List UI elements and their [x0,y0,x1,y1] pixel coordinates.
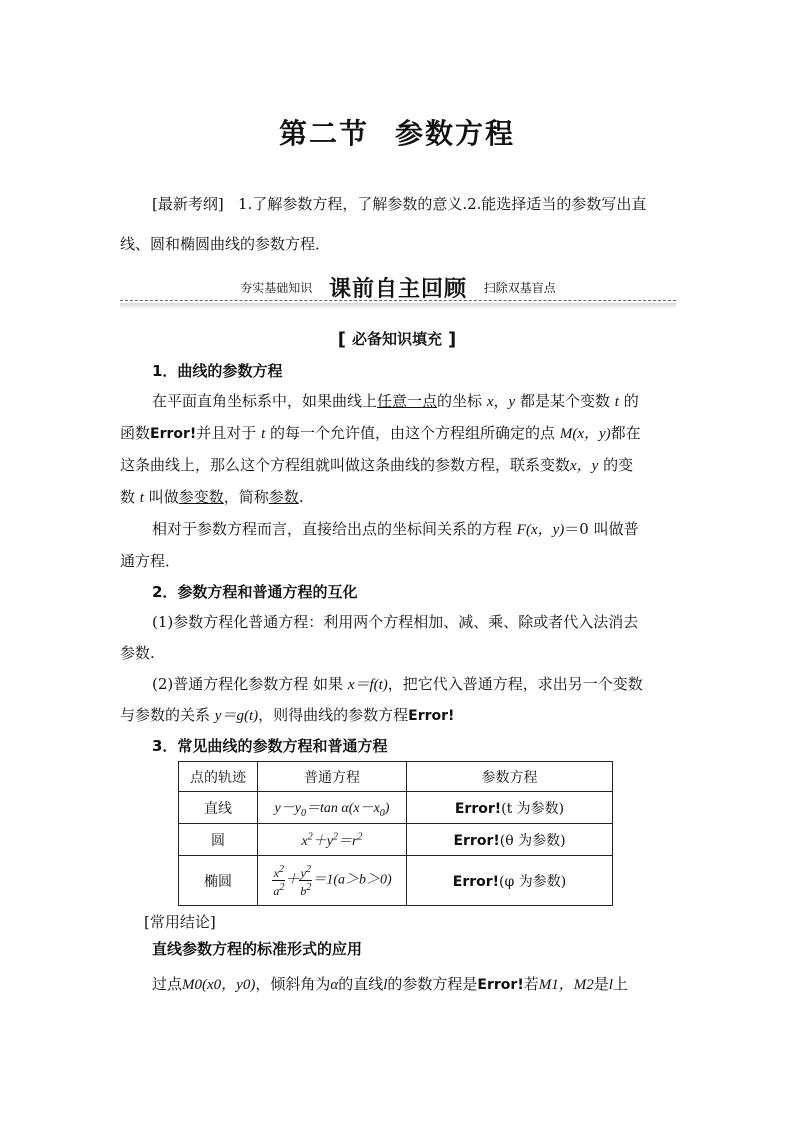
s1-p4a: 数 [120,488,136,506]
section-banner [120,270,676,310]
table-cell-param [407,792,613,824]
table-header-cell: 点的轨迹 [179,762,258,792]
s1-p2a: 函数 [120,424,151,442]
banner-left: 夯实基础知识 [240,281,313,295]
intro-tag: [最新考纲] [152,195,224,213]
s1-var-t-2: t [261,426,266,442]
c-line-l-2: l [608,977,613,993]
banner-center: 课前自主回顾 [328,277,467,302]
s1-line-3 [120,453,676,478]
s2-p3b: ，把它代入普通方程，求出另一个变数 [387,675,643,693]
s2-line-4 [120,703,676,728]
left-bracket-icon: [ [337,329,346,350]
s1-p3b: 的变 [603,456,634,474]
s1-line-5 [152,517,708,542]
s1-p4c: ，简称 [223,488,269,506]
s1-function-f: F(x，y) [516,522,565,538]
c-p1e: 若 [523,975,539,993]
s1-p1a: 在平面直角坐标系中，如果曲线上 [152,392,378,410]
s1-line-4 [120,485,676,510]
intro-text-1: 1.了解参数方程，了解参数的意义.2.能选择适当的参数写出直 [238,195,647,213]
s2-line-2: 参数. [120,644,155,662]
c-points-m1-m2: M1，M2 [538,977,594,993]
right-bracket-icon: ] [448,329,457,350]
table-cell-eq-line: $y-y_0=\tan$ $\alpha(x-x_0)$ [258,792,407,824]
s3-heading: 3．常见曲线的参数方程和普通方程 [152,737,388,755]
s1-heading: 1．曲线的参数方程 [152,362,283,380]
title-part2: 参数方程 [395,117,516,150]
banner-right: 扫除双基盲点 [483,281,556,295]
s1-p4b: 叫做 [148,488,179,506]
conclusion-tag: [常用结论] [144,913,216,931]
banner-divider [120,300,676,301]
table-error-text: Error! [452,873,500,890]
table-cell-name: 椭圆 [179,856,258,906]
s1-p2c: 的每一个允许值，由这个方程组所确定的点 [270,424,556,442]
table-header-cell: 参数方程 [407,762,613,792]
s2-p3a: (2)普通方程化参数方程 如果 [152,675,344,693]
s2-eq-y: y＝g(t) [214,708,259,724]
table-cell-name: 直线 [179,792,258,824]
c-alpha: α [330,977,339,993]
s1-point-m: M [559,426,573,442]
s1-var-x: x [486,394,494,410]
table-cell-param [407,856,613,906]
table-param-note: (θ 为参数) [499,832,566,849]
s1-var-t-3: t [139,490,144,506]
table-cell-param [407,824,613,856]
title-part1: 第二节 [278,117,369,150]
c-p1c: 的直线 [338,975,384,993]
s2-p4a: 与参数的关系 [120,706,211,724]
s1-point-coords: (x，y) [572,426,611,442]
c-p1d: 的参数方程是 [387,975,478,993]
table-cell-eq-circle: $x^2+y^2=r^2$ [258,824,407,856]
s1-p2b: 并且对于 [196,424,257,442]
knowledge-heading-text: 必备知识填充 [351,330,442,348]
s2-eq-x: x＝f(t) [347,677,388,693]
s1-p3a: 这条曲线上，那么这个方程组就叫做这条曲线的参数方程，联系变数 [120,456,571,474]
s1-p1b: 的坐标 [437,392,483,410]
table-row [179,856,613,906]
s1-p1d: 的 [623,392,639,410]
s1-p5a: 相对于参数方程而言，直接给出点的坐标间关系的方程 [152,520,513,538]
curve-equation-table [178,761,613,906]
s1-line-6: 通方程． [120,552,181,570]
c-p1g: 上 [612,975,628,993]
table-error-text: Error! [454,800,502,817]
s1-underline-any-point: 任意一点 [377,392,438,410]
s1-line-1 [152,389,708,414]
table-cell-eq-ellipse: $\frac{x^2}{a^2}$ ＋ $\frac{y^2}{b^2}$ ＝1(a＞b＞0) [258,856,407,906]
page-title [0,112,794,152]
c-p1b: ，倾斜角为 [255,975,331,993]
s2-error-text: Error! [408,708,455,724]
s2-line-3 [152,672,708,697]
s1-p4d: . [298,488,304,506]
c-line-l: l [383,977,388,993]
s1-var-t: t [614,394,619,410]
s1-underline-param: 参数 [268,488,299,506]
table-error-text: Error! [453,832,500,849]
s1-error-text: Error! [150,426,197,442]
knowledge-heading [0,328,794,350]
table-param-note: (t 为参数) [501,800,565,817]
c-p1a: 过点 [152,975,183,993]
banner-shade [120,303,676,309]
s2-line-1: (1)参数方程化普通方程：利用两个方程相加、减、乘、除或者代入法消去 [152,613,639,631]
s1-vars-xy: x，y [570,458,599,474]
c-point-m0: M0(x0，y0) [182,977,256,993]
c-p1f: 是 [593,975,609,993]
s1-p5b: ＝0 叫做普 [564,520,639,538]
intro-line-1 [152,192,708,216]
intro-text-2: 线、圆和椭圆曲线的参数方程． [120,235,331,253]
s1-line-2 [120,421,676,446]
s1-p2d: 都在 [610,424,641,442]
s1-p1c: 都是某个变数 [519,392,610,410]
s2-heading: 2．参数方程和普通方程的互化 [152,583,358,601]
table-row [179,824,613,856]
s1-underline-param-var: 参变数 [178,488,224,506]
table-header-cell: 普通方程 [258,762,407,792]
table-param-note: (φ 为参数) [499,873,567,890]
conclusion-line-1 [152,972,708,997]
table-header-row [179,762,613,792]
s1-comma: ， [493,392,509,410]
s1-var-y: y [508,394,516,410]
intro-line-2 [120,232,676,256]
c-error-text: Error! [477,977,524,993]
s2-p4b: ，则得曲线的参数方程 [258,706,409,724]
table-row [179,792,613,824]
conclusion-heading: 直线参数方程的标准形式的应用 [152,940,363,958]
table-cell-name: 圆 [179,824,258,856]
